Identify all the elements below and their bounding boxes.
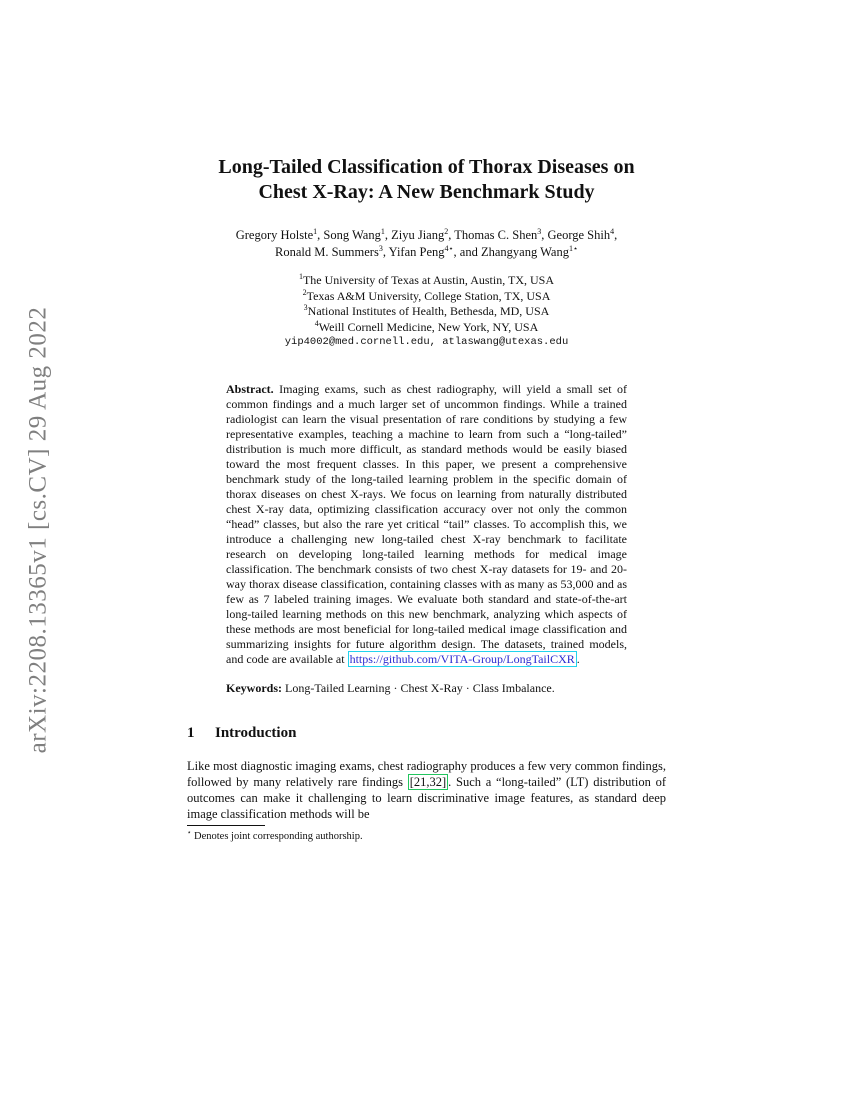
- author: Zhangyang Wang$^{1⋆}$: [480, 243, 578, 259]
- keywords-text: Long-Tailed Learning · Chest X-Ray · Class Imbalance.: [285, 680, 555, 695]
- title-line-2: Chest X-Ray: A New Benchmark Study: [258, 181, 595, 203]
- arxiv-identifier-text: arXiv:2208.13365v1 [cs.CV] 29 Aug 2022: [24, 306, 51, 754]
- repository-link[interactable]: https://github.com/VITA-Group/LongTailCXR: [349, 651, 575, 666]
- author: Ronald M. Summers$^3$,: [275, 243, 389, 259]
- abstract-text: Imaging exams, such as chest radiography, will yield a small set of common findings and a much larger set of uncommon findings. While a trained radiologist can learn the visual presentation of rare conditions by studying a few representative examples, teaching a machine to learn from such a “long-tailed” distribution is much more difficult, as standard methods would be easily biased toward the most frequent classes. In this paper, we present a comprehensive benchmark study of the long-tailed learning problem in the specific domain of thorax diseases on chest X-rays. We focus on learning from naturally distributed chest X-ray data, optimizing classification accuracy over not only the common “head” classes, but also the rare yet critical “tail” classes. To accomplish this, we introduce a challenging new long-tailed chest X-ray benchmark to facilitate research on developing long-tailed learning methods for medical image classification. The benchmark consists of two chest X-ray datasets for 19- and 20-way thorax disease classification, containing classes with as many as 53,000 and as few as 7 labeled training images. We evaluate both standard and state-of-the-art long-tailed learning methods on this new benchmark, analyzing which aspects of these methods are most beneficial for long-tailed medical image classification and summarizing insights for future algorithm design. The datasets, trained models, and code are available at: [226, 381, 628, 666]
- intro-text-part2: . Such a “long-tailed” (LT) distribution of outcomes can make it challenging to learn discriminative image features, as standard deep image classification methods will be: [187, 774, 666, 821]
- author: Yifan Peng$^{4⋆}$, and: [388, 243, 481, 259]
- affiliation: $^2$Texas A&M University, College Station, TX, USA: [302, 287, 551, 303]
- intro-paragraph: [187, 758, 666, 822]
- author: Gregory Holste$^1$,: [235, 226, 324, 242]
- intro-text-part1: Like most diagnostic imaging exams, chest radiography produces a few very common findings, followed by many relatively rare findings: [187, 758, 666, 789]
- contact-emails: yip4002@med.cornell.edu, atlaswang@utexas.edu: [284, 336, 569, 348]
- citation-link[interactable]: [21,32]: [409, 774, 447, 789]
- author-list: [187, 227, 666, 261]
- abstract-end: .: [576, 651, 580, 666]
- keywords: [226, 681, 627, 696]
- keywords-label: Keywords:: [226, 680, 282, 695]
- affiliation: $^1$The University of Texas at Austin, Austin, TX, USA: [298, 272, 555, 287]
- footnote-divider: [187, 825, 265, 826]
- author: Ziyu Jiang$^2$,: [391, 226, 455, 242]
- affiliation: $^3$National Institutes of Health, Bethesda, MD, USA: [303, 303, 550, 318]
- footnote-text: Denotes joint corresponding authorship.: [194, 830, 363, 842]
- title-line-1: Long-Tailed Classification of Thorax Diseases on: [218, 156, 635, 178]
- paper-page: [187, 155, 666, 843]
- footnote: [187, 830, 666, 843]
- author: Song Wang$^1$,: [323, 226, 392, 242]
- paper-title: [187, 155, 666, 205]
- affiliation-list: [187, 273, 666, 351]
- abstract-label: Abstract.: [226, 381, 274, 396]
- section-heading: [187, 725, 666, 742]
- footnote-mark: ⋆: [187, 828, 192, 836]
- affiliation: $^4$Weill Cornell Medicine, New York, NY, USA: [314, 318, 539, 334]
- abstract: [226, 382, 627, 667]
- section-number: 1: [187, 724, 195, 741]
- arxiv-identifier-stamp: [17, 285, 59, 775]
- author: George Shih$^4$,: [547, 226, 618, 242]
- author: Thomas C. Shen$^3$,: [454, 226, 548, 242]
- section-title: Introduction: [215, 724, 297, 741]
